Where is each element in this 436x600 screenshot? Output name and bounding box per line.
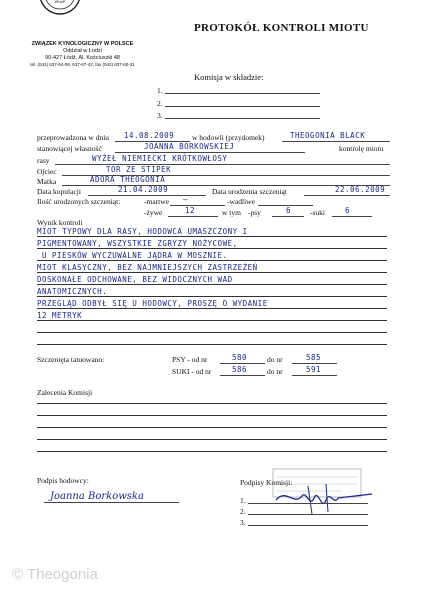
kennel-label: w hodowli (przydomek) (192, 133, 265, 142)
result-line-7: PRZEGLĄD ODBYŁ SIĘ U HODOWCY, PROSZĘ O WYDANIE (37, 299, 268, 308)
tattoo-males-label: PSY - od nr (172, 355, 208, 364)
dead-line (170, 205, 225, 206)
dead-label: -martwe (144, 197, 169, 206)
commission-number-1: 1. (157, 86, 163, 95)
commission-line-1 (165, 93, 320, 94)
breeder-signature: Joanna Borkowska (50, 491, 144, 502)
org-phones: tel. (042) 637-64-08, 637-67-42, fax (042) 637-60-31 (30, 61, 135, 67)
recommendations-rule-1 (37, 403, 387, 404)
breeder-signature-label: Podpis hodowcy: (37, 476, 89, 485)
control-date: 14.08.2009 (124, 131, 175, 140)
owner-label: stanowiącej własność (37, 144, 102, 153)
owner-name: JOANNA BORKOWSKIEJ (144, 142, 235, 151)
tattoo-males-to: 585 (306, 353, 322, 362)
result-rule-8 (37, 320, 387, 321)
recommendations-rule-3 (37, 427, 387, 428)
mother-name: ADORA THEOGONIA (90, 175, 166, 184)
result-line-8: 12 METRYK (37, 311, 83, 320)
males-line (272, 216, 304, 217)
alive-label: -żywe (144, 208, 163, 217)
tattoo-females-to: 591 (306, 365, 322, 374)
kennel-name: THEOGONIA BLACK (290, 131, 366, 140)
tattoo-females-from: 586 (232, 365, 248, 374)
males-count: 6 (286, 206, 292, 215)
commission-signature-line-1 (248, 503, 368, 504)
tattoo-males-to-label: do nr (267, 355, 283, 364)
result-rule-7 (37, 308, 387, 309)
females-count: 6 (345, 206, 351, 215)
result-line-6: ANATOMICZNYCH. (37, 287, 108, 296)
birth-line (304, 195, 390, 196)
result-rule-4 (37, 272, 387, 273)
result-rule-9 (37, 332, 387, 333)
breed-label: rasy (37, 156, 50, 165)
father-name: TOR ZE STIPEK (106, 165, 172, 174)
commission-signature-line-3 (248, 525, 368, 526)
tattoo-males-from: 580 (232, 353, 248, 362)
conducted-label: przeprowadzona w dniu (37, 133, 110, 142)
tattoo-males-to-line (292, 363, 337, 364)
breed-name: WYŻEŁ NIEMIECKI KRÓTKOWŁOSY (92, 154, 228, 163)
result-line-2: PIGMENTOWANY, WSZYSTKIE ZGRYZY NOŻYCOWE, (37, 239, 238, 248)
breeder-signature-line (44, 502, 179, 503)
commission-signature (268, 478, 378, 518)
page-title: PROTOKÓŁ KONTROLI MIOTU (194, 22, 369, 34)
result-line-4: MIOT KLASYCZNY, BEZ NAJMNIEJSZYCH ZASTRZEŻEŃ (37, 263, 258, 272)
recommendations-rule-5 (37, 451, 387, 452)
result-label: Wynik kontroli (37, 218, 83, 227)
commission-line-3 (165, 118, 320, 119)
org-address: 90-427 Łódź, Al. Kościuszki 48 (45, 54, 120, 61)
tattoo-females-from-line (220, 375, 265, 376)
tattoo-females-to-line (292, 375, 337, 376)
mating-label: Data kopulacji (37, 187, 81, 196)
control-label: kontrolę miotu (339, 144, 384, 153)
mating-date: 21.04.2009 (118, 185, 169, 194)
result-line-5: DOSKONAŁE ODCHOWANE, BEZ WIDOCZNYCH WAD (37, 275, 233, 284)
org-name: ZWIĄZEK KYNOLOGICZNY W POLSCE (31, 41, 134, 47)
incl-label: w tym (222, 208, 241, 217)
recommendations-rule-2 (37, 415, 387, 416)
tattoo-females-label: SUKI - od nr (172, 367, 212, 376)
tattoo-males-from-line (220, 363, 265, 364)
organization-logo (38, 0, 82, 24)
culled-label: -wadliwe (227, 197, 255, 206)
watermark: © Theogonia (12, 566, 98, 583)
mother-label: Matka (37, 177, 57, 186)
commission-signature-line-2 (248, 514, 368, 515)
commission-signatures-label: Podpisy Komisji: (240, 478, 293, 487)
svg-text:ZKwP: ZKwP (54, 0, 66, 4)
females-line (332, 216, 372, 217)
commission-label: Komisja w składzie: (194, 72, 264, 82)
mating-line (88, 195, 206, 196)
tattoo-females-to-label: do nr (267, 367, 283, 376)
branch-name: Oddział w Łodzi (63, 47, 102, 54)
result-rule-10 (37, 344, 387, 345)
kennel-line (282, 141, 390, 142)
recommendations-label: Zalecenia Komisji (37, 388, 93, 397)
birth-label: Data urodzenia szczeniąt (212, 187, 287, 196)
commission-line-2 (165, 106, 320, 107)
alive-line (168, 216, 218, 217)
father-label: Ojciec (37, 167, 57, 176)
commission-signature-number-3: 3. (240, 518, 246, 527)
result-line-1: MIOT TYPOWY DLA RASY, HODOWCA UMASZCZONY I (37, 227, 248, 236)
birth-date: 22.06.2009 (335, 185, 386, 194)
alive-count: 12 (185, 206, 196, 215)
commission-number-2: 2. (157, 99, 163, 108)
result-rule-1 (37, 236, 387, 237)
males-label: -psy (248, 208, 261, 217)
count-label: Ilość urodzonych szczeniąt: (37, 197, 121, 206)
dead-count: — (183, 195, 189, 204)
recommendations-rule-4 (37, 439, 387, 440)
commission-signature-number-2: 2. (240, 507, 246, 516)
owner-line (115, 152, 305, 153)
result-rule-3 (37, 260, 387, 261)
tattoo-label: Szczenięta tatuowano: (37, 355, 105, 364)
females-label: -suki (310, 208, 325, 217)
commission-signature-number-1: 1. (240, 496, 246, 505)
result-rule-2 (37, 248, 387, 249)
result-line-3: U PIESKÓW WYCZUWALNE JĄDRA W MOSZNIE. (42, 251, 228, 260)
commission-number-3: 3. (157, 111, 163, 120)
result-rule-5 (37, 284, 387, 285)
result-rule-6 (37, 296, 387, 297)
